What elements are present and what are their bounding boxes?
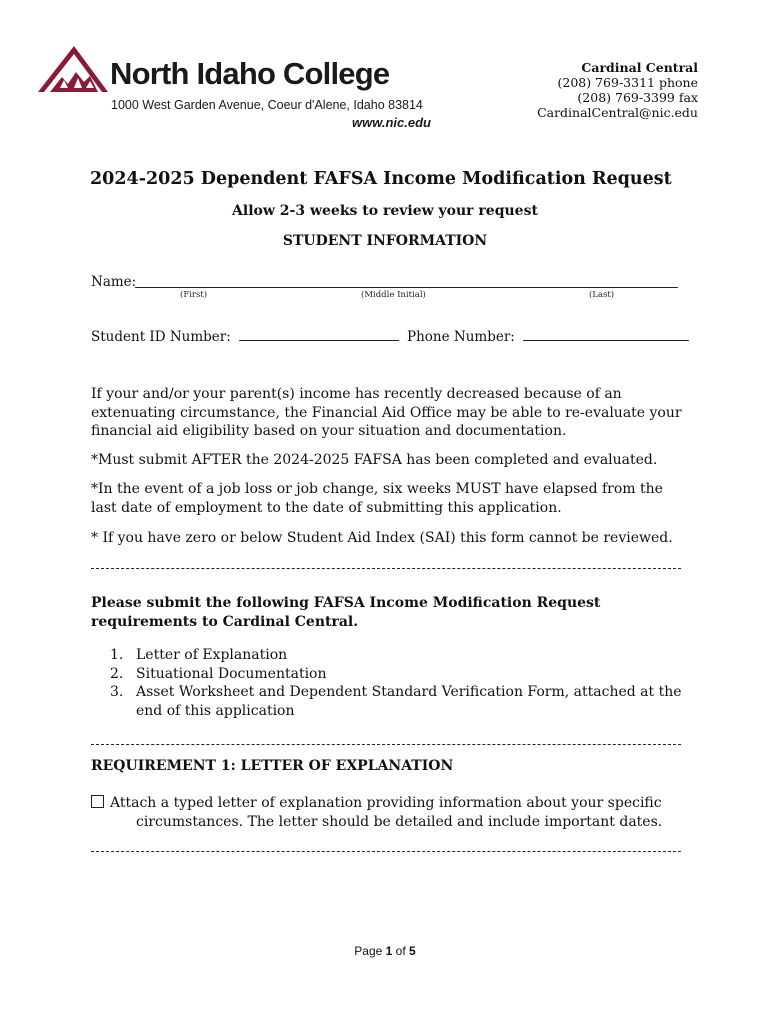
requirement1-line1: Attach a typed letter of explanation providing information about your specific bbox=[110, 795, 662, 811]
requirement1-checkbox[interactable] bbox=[91, 795, 104, 808]
page-of-label: of bbox=[395, 944, 406, 958]
mountain-logo-icon bbox=[38, 46, 108, 92]
note-submit-after: *Must submit AFTER the 2024-2025 FAFSA has been completed and evaluated. bbox=[91, 452, 658, 468]
college-address: 1000 West Garden Avenue, Coeur d'Alene, Idaho 83814 bbox=[111, 98, 423, 112]
student-id-row bbox=[91, 328, 399, 345]
contact-office: Cardinal Central bbox=[581, 60, 698, 75]
list-item: 3. Asset Worksheet and Dependent Standard Verification Form, attached at the end of this application bbox=[110, 684, 682, 719]
phone-label: Phone Number: bbox=[407, 329, 515, 345]
document-title: 2024-2025 Dependent FAFSA Income Modification Request bbox=[90, 169, 672, 189]
contact-phone: (208) 769-3311 phone bbox=[557, 75, 698, 90]
section-heading-student: STUDENT INFORMATION bbox=[282, 233, 488, 249]
list-item: 2. Situational Documentation bbox=[110, 665, 327, 682]
document-subtitle: Allow 2-3 weeks to review your request bbox=[232, 203, 538, 219]
contact-email[interactable]: CardinalCentral@nic.edu bbox=[537, 105, 698, 120]
college-website[interactable]: www.nic.edu bbox=[352, 115, 431, 130]
intro-paragraph: If your and/or your parent(s) income has recently decreased because of an extenuating circumstance, the Financial Aid Office may be able to re-evaluate your financial aid eligibility based on your situation and documentation. bbox=[91, 386, 682, 439]
list-item: 1. Letter of Explanation bbox=[110, 647, 288, 663]
divider bbox=[91, 851, 681, 852]
page-number: 1 bbox=[385, 944, 393, 958]
page-label: Page bbox=[354, 944, 383, 958]
divider bbox=[91, 568, 681, 569]
note-sai: * If you have zero or below Student Aid Index (SAI) this form cannot be reviewed. bbox=[91, 530, 673, 546]
requirements-list bbox=[110, 646, 690, 720]
student-id-label: Student ID Number: bbox=[91, 329, 231, 345]
phone-row bbox=[407, 328, 689, 345]
page-total: 5 bbox=[409, 944, 416, 958]
student-id-input-line[interactable] bbox=[239, 328, 399, 341]
name-last-caption: (Last) bbox=[589, 290, 615, 300]
contact-block bbox=[537, 60, 698, 120]
note-job-loss: *In the event of a job loss or job change, six weeks MUST have elapsed from the last date of employment to the date of submitting this application. bbox=[91, 481, 663, 516]
name-first-caption: (First) bbox=[180, 290, 208, 300]
name-label: Name: bbox=[91, 274, 137, 290]
requirement1-line2: circumstances. The letter should be detailed and include important dates. bbox=[136, 814, 663, 830]
contact-fax: (208) 769-3399 fax bbox=[577, 90, 698, 105]
college-name: North Idaho College bbox=[110, 56, 390, 91]
phone-input-line[interactable] bbox=[523, 328, 689, 341]
name-input-line[interactable] bbox=[135, 287, 678, 288]
submit-heading: Please submit the following FAFSA Income Modification Request requirements to Cardinal Central. bbox=[91, 595, 601, 630]
requirement1-text bbox=[110, 794, 670, 832]
requirement1-heading: REQUIREMENT 1: LETTER OF EXPLANATION bbox=[91, 758, 454, 774]
name-field-row bbox=[91, 274, 681, 290]
name-middle-caption: (Middle Initial) bbox=[361, 290, 426, 300]
divider bbox=[91, 744, 681, 745]
page-footer bbox=[0, 944, 770, 958]
